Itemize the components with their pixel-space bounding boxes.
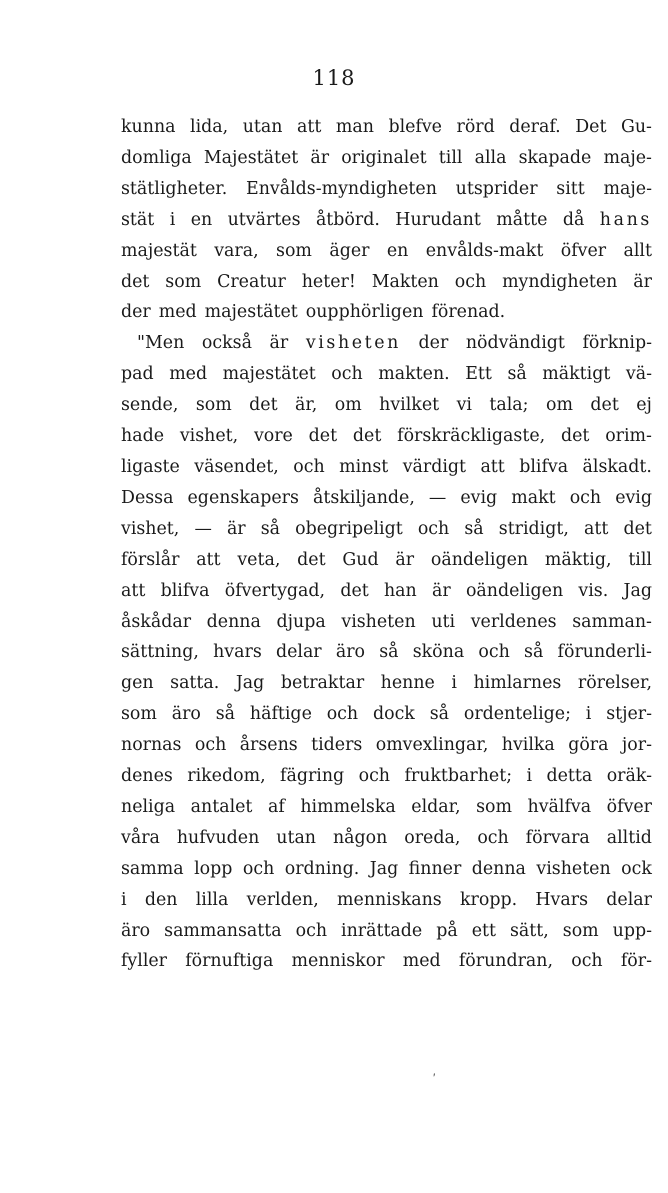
word: sköna — [412, 642, 465, 663]
word: majestätet — [204, 302, 298, 323]
word: hade — [121, 426, 164, 447]
stray-mark: ´ — [429, 1071, 443, 1087]
word: denna — [471, 858, 526, 879]
word: åskådar — [121, 611, 192, 632]
word: lida, — [190, 117, 229, 137]
text-line — [121, 112, 652, 143]
word: åtbörd. — [315, 209, 380, 230]
word: fyller — [121, 951, 167, 972]
word: det — [297, 549, 326, 570]
word: med — [169, 364, 208, 385]
word: som — [476, 796, 512, 817]
word: visheten — [305, 333, 401, 354]
word: utvärtes — [227, 209, 301, 230]
word: göra — [568, 735, 609, 756]
word: tala; — [489, 395, 529, 416]
word: kropp. — [460, 889, 518, 910]
word: är — [310, 147, 330, 168]
word: Makten — [371, 271, 439, 292]
word: makt — [511, 487, 556, 508]
word: en — [386, 240, 409, 261]
word: blefve — [388, 117, 442, 137]
word: i — [585, 704, 592, 725]
text-line — [121, 328, 652, 359]
word: Jag — [623, 580, 652, 601]
word: om — [545, 395, 573, 416]
word: Gud — [342, 549, 379, 570]
word: finner — [408, 858, 462, 879]
word: den — [144, 889, 178, 910]
word: i — [526, 766, 533, 787]
word: förknip- — [582, 333, 652, 354]
word: älskadt. — [582, 456, 652, 477]
word: någon — [332, 827, 388, 848]
word: att — [480, 456, 505, 477]
word: betraktar — [280, 673, 365, 694]
word: och — [326, 704, 359, 725]
text-line — [121, 576, 652, 607]
word: inrättade — [341, 920, 423, 941]
word: eldar, — [411, 796, 461, 817]
word: der — [121, 302, 151, 323]
word: himmelska — [300, 796, 396, 817]
word: alla — [474, 147, 507, 168]
word: visheten — [341, 611, 416, 632]
word: så — [464, 518, 484, 539]
word: hvars — [213, 642, 262, 663]
word: Hvars — [535, 889, 588, 910]
word: visheten — [536, 858, 611, 879]
word: uti — [431, 611, 456, 632]
text-line — [121, 421, 652, 452]
word: utsprider — [455, 178, 538, 199]
word: som — [121, 704, 157, 725]
word: sende, — [121, 395, 179, 416]
word: Envålds-myndigheten — [246, 178, 437, 199]
word: att — [196, 549, 221, 570]
word: och — [477, 827, 509, 848]
word: detta — [546, 766, 593, 787]
word: häftige — [249, 704, 312, 725]
text-line — [121, 823, 652, 854]
word: oreda, — [404, 827, 461, 848]
word: hvilka — [501, 735, 555, 756]
word: öfver — [606, 796, 652, 817]
text-line — [121, 174, 652, 205]
word: i — [169, 209, 176, 230]
word: oändeligen — [465, 580, 564, 601]
word: till — [628, 549, 652, 570]
word: orim- — [605, 426, 652, 447]
word: på — [436, 920, 458, 941]
word: Dessa — [121, 487, 174, 508]
text-line — [121, 916, 652, 947]
word: det — [352, 426, 382, 447]
word: Jag — [369, 858, 399, 879]
word: äro — [171, 704, 201, 725]
word: öfver — [560, 240, 607, 261]
word: så — [507, 364, 527, 385]
word: Ett — [465, 364, 492, 385]
word: sammansatta — [164, 920, 282, 941]
word: Creatur — [217, 271, 286, 292]
word: förnuftiga — [185, 951, 274, 972]
word: att — [584, 518, 609, 539]
word: mäktig, — [544, 549, 612, 570]
text-line — [121, 607, 652, 638]
word: Gu- — [620, 117, 652, 137]
word: delar — [606, 889, 652, 910]
word: oändeligen — [430, 549, 529, 570]
word: är — [269, 333, 289, 354]
word: förslår — [121, 549, 180, 570]
word: antalet — [190, 796, 253, 817]
text-line — [121, 236, 652, 267]
word: i — [121, 889, 127, 910]
word: utan — [276, 827, 317, 848]
word: Jag — [235, 673, 265, 694]
word: gen — [121, 673, 154, 694]
word: denna — [206, 611, 261, 632]
word: är — [432, 580, 451, 601]
word: ock — [621, 858, 652, 879]
word: det — [308, 426, 338, 447]
word: oräk- — [606, 766, 652, 787]
text-line — [121, 143, 652, 174]
word: satta. — [170, 673, 220, 694]
word: sättning, — [121, 642, 199, 663]
word: det — [121, 271, 150, 292]
word: henne — [380, 673, 435, 694]
text-line — [121, 699, 652, 730]
word: är — [395, 549, 415, 570]
word: äro — [335, 642, 365, 663]
word: som — [165, 271, 202, 292]
word: ordning. — [284, 858, 360, 879]
word: och — [571, 951, 603, 972]
word: mäktigt — [542, 364, 611, 385]
word: pad — [121, 364, 154, 385]
word: omvexlingar, — [375, 735, 489, 756]
word: obegripeligt — [295, 518, 403, 539]
word: måtte — [496, 209, 548, 230]
word: man — [335, 117, 374, 137]
word: samman- — [572, 611, 652, 632]
page-number: 118 — [312, 66, 356, 90]
word: så — [215, 704, 236, 725]
word: äro — [121, 920, 151, 941]
word: skapade — [518, 147, 592, 168]
word: ett — [471, 920, 496, 941]
word: med — [158, 302, 197, 323]
word: det — [340, 580, 369, 601]
word: ej — [636, 395, 652, 416]
word: och — [242, 858, 275, 879]
word: vara, — [214, 240, 259, 261]
word: är — [226, 518, 246, 539]
word: domliga — [121, 147, 192, 168]
word: och — [194, 735, 227, 756]
word: vore — [253, 426, 293, 447]
text-line — [121, 545, 652, 576]
word: rörelser, — [577, 673, 652, 694]
word: förskräckligaste, — [397, 426, 546, 447]
word: och — [454, 271, 487, 292]
word: sätt, — [509, 920, 549, 941]
word: åtskiljande, — [313, 487, 415, 508]
word: väsendet, — [194, 456, 279, 477]
word: djupa — [276, 611, 326, 632]
word: för- — [620, 951, 652, 972]
word: äger — [329, 240, 370, 261]
word: fägring — [280, 766, 345, 787]
word: evig — [460, 487, 498, 508]
word: hvälfva — [527, 796, 592, 817]
word: upp- — [612, 920, 652, 941]
text-line — [121, 359, 652, 390]
word: allt — [623, 240, 652, 261]
word: så — [260, 518, 281, 539]
word: af — [267, 796, 285, 817]
word: hvilket — [379, 395, 440, 416]
word: blifva — [519, 456, 569, 477]
word: der — [418, 333, 449, 354]
word: och — [417, 518, 450, 539]
word: vi — [456, 395, 472, 416]
word: originalet — [341, 147, 427, 168]
word: evig — [615, 487, 652, 508]
word: och — [358, 766, 391, 787]
word: denes — [121, 766, 173, 787]
text-line — [121, 297, 652, 328]
word: så — [379, 642, 399, 663]
word: jor- — [621, 735, 652, 756]
word: — — [194, 518, 212, 539]
text-line — [121, 730, 652, 761]
word: — — [428, 487, 447, 508]
text-line — [121, 854, 652, 885]
text-line — [121, 637, 652, 668]
word: våra — [121, 827, 160, 848]
word: och — [293, 456, 325, 477]
word: som — [195, 395, 232, 416]
word: lilla — [195, 889, 229, 910]
word: nödvändigt — [465, 333, 565, 354]
text-line — [121, 390, 652, 421]
word: hans — [599, 209, 652, 230]
word: verldenes — [470, 611, 557, 632]
word: en — [190, 209, 213, 230]
word: nornas — [121, 735, 182, 756]
word: vä- — [625, 364, 652, 385]
word: sitt — [556, 178, 585, 199]
word: delar — [275, 642, 322, 663]
text-line — [121, 452, 652, 483]
word: förundran, — [458, 951, 554, 972]
word: vishet, — [121, 518, 180, 539]
word: i — [451, 673, 457, 694]
word: majestät — [121, 240, 197, 261]
word: rikedom, — [187, 766, 266, 787]
word: stjer- — [606, 704, 652, 725]
word: stätligheter. — [121, 178, 228, 199]
word: förenad. — [431, 302, 506, 323]
word: himlarnes — [473, 673, 562, 694]
word: det — [590, 395, 619, 416]
word: är, — [295, 395, 318, 416]
word: minst — [339, 456, 389, 477]
word: då — [562, 209, 585, 230]
word: är — [633, 271, 652, 292]
text-line — [121, 792, 652, 823]
text-line — [121, 668, 652, 699]
word: vishet, — [179, 426, 239, 447]
word: tiders — [311, 735, 363, 756]
word: också — [201, 333, 252, 354]
word: det — [623, 518, 652, 539]
word: värdigt — [402, 456, 467, 477]
body-text — [121, 112, 652, 977]
word: och — [478, 642, 510, 663]
word: egenskapers — [187, 487, 299, 508]
word: deraf. — [509, 117, 561, 137]
word: neliga — [121, 796, 176, 817]
word: rörd — [456, 117, 495, 137]
text-line — [121, 205, 652, 236]
word: till — [438, 147, 463, 168]
word: öfvertygad, — [224, 580, 326, 601]
word: som — [562, 920, 599, 941]
word: Majestätet — [203, 147, 299, 168]
word: maje- — [603, 147, 652, 168]
word: heter! — [301, 271, 356, 292]
word: Hurudant — [395, 209, 481, 230]
word: med — [402, 951, 441, 972]
word: alltid — [606, 827, 652, 848]
word: han — [383, 580, 417, 601]
word: stät — [121, 209, 155, 230]
word: det — [560, 426, 590, 447]
word: makten. — [378, 364, 450, 385]
word: förvara — [525, 827, 590, 848]
word: det — [249, 395, 278, 416]
word: majestätet — [222, 364, 316, 385]
word: menniskans — [337, 889, 442, 910]
text-line — [121, 267, 652, 298]
word: Det — [575, 117, 607, 137]
word: ligaste — [121, 456, 180, 477]
word: årsens — [239, 735, 298, 756]
word: som — [276, 240, 312, 261]
word: kunna — [121, 117, 176, 137]
word: att — [296, 117, 322, 137]
word: och — [331, 364, 363, 385]
text-line — [121, 946, 652, 977]
word: hufvuden — [176, 827, 260, 848]
word: fruktbarhet; — [404, 766, 513, 787]
word: att — [121, 580, 146, 601]
word: "Men — [137, 333, 185, 354]
word: menniskor — [291, 951, 385, 972]
word: lopp — [194, 858, 233, 879]
word: och — [295, 920, 328, 941]
word: vis. — [578, 580, 609, 601]
word: så — [524, 642, 544, 663]
text-line — [121, 761, 652, 792]
word: dock — [372, 704, 415, 725]
word: maje- — [603, 178, 652, 199]
text-line — [121, 483, 652, 514]
word: veta, — [237, 549, 281, 570]
word: samma — [121, 858, 184, 879]
word: ordentelige; — [463, 704, 571, 725]
word: myndigheten — [502, 271, 618, 292]
text-line — [121, 885, 652, 916]
word: oupphörligen — [305, 302, 424, 323]
word: verlden, — [246, 889, 319, 910]
word: så — [429, 704, 449, 725]
word: stridigt, — [498, 518, 569, 539]
word: utan — [242, 117, 283, 137]
word: om — [334, 395, 362, 416]
word: och — [569, 487, 602, 508]
word: envålds-makt — [425, 240, 544, 261]
text-line — [121, 514, 652, 545]
word: blifva — [160, 580, 210, 601]
word: förunderli- — [557, 642, 652, 663]
